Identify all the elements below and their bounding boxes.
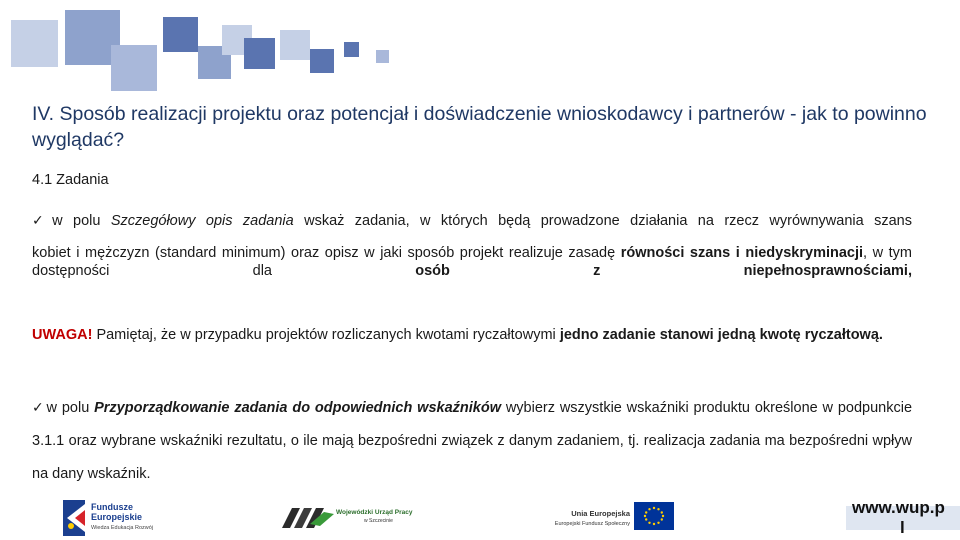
logo-wup [280,500,440,536]
checkmark-icon: ✓ [32,213,51,229]
eu-flag-icon [634,502,674,530]
text-lead: w polu [52,213,111,229]
text-segment: wybierz wszystkie wskaźniki produktu określone w podpunkcie 3.1.1 oraz wybrane wskaźniki rezultatu, o ile mają bezpośredni związek z danym zadaniem, tj. realizacja zadania ma bezpośredni wpływ na dany wskaźnik. [32,400,913,482]
deco-square [11,20,58,67]
principle-name: równości szans i niedyskryminacji [620,245,864,261]
text-segment: oraz opisz w jaki sposób projekt realizuje zasadę [285,245,621,261]
logo1-line3: Wiedza Edukacja Rozwój [91,525,154,531]
deco-square [310,49,334,73]
deco-square [280,30,310,60]
page-title: IV. Sposób realizacji projektu oraz potencjał i doświadczenie wnioskodawcy i partnerów - jak to powinno wyglądać? [32,103,927,151]
wup-emblem-icon [280,502,336,532]
warning-label: UWAGA! [32,327,93,343]
fundusze-europejskie-icon [63,500,85,536]
website-url[interactable] [852,498,945,538]
deco-square [376,50,389,63]
logo2-line1: Wojewódzki Urząd Pracy [336,509,413,516]
text-segment: Pamiętaj, że w przypadku projektów rozliczanych kwotami ryczałtowymi [92,327,560,343]
target-group: osób z niepełnosprawnościami, [415,263,912,279]
deco-square [244,38,275,69]
paragraph-1 [32,212,912,278]
logo1-line2: Europejskie [91,512,143,522]
text-lead: w polu [46,400,95,416]
deco-square [163,17,198,52]
text-segment: wskaż zadania, w których będą prowadzone działania na rzecz wyrównywania szans [293,213,912,229]
url-line2: l [900,518,905,537]
logo3-line1: Unia Europejska [571,509,630,518]
paragraph-3 [32,392,912,491]
paragraph-2 [32,318,912,352]
logo2-line2: w Szczecinie [364,518,393,524]
warning-emphasis: jedno zadanie stanowi jedną kwotę ryczałtową. [559,327,883,343]
logo-fundusze-europejskie [63,498,183,538]
section-heading: 4.1 Zadania [32,172,109,188]
checkmark-icon: ✓ [32,400,45,416]
logo3-line2: Europejski Fundusz Społeczny [554,521,630,527]
url-line1: www.wup.p [852,498,945,517]
field-name: Przyporządkowanie zadania do odpowiednich wskaźników [94,400,501,416]
field-name: Szczegółowy opis zadania [110,213,294,229]
deco-square [344,42,359,57]
logo-unia-europejska [538,500,678,534]
text-segment: kobiet i mężczyzn (standard minimum) [32,245,286,261]
deco-square [111,45,157,91]
footer [0,494,960,540]
logo1-line1: Fundusze [91,502,133,512]
text-segment: , w tym dostępności dla [32,245,912,279]
